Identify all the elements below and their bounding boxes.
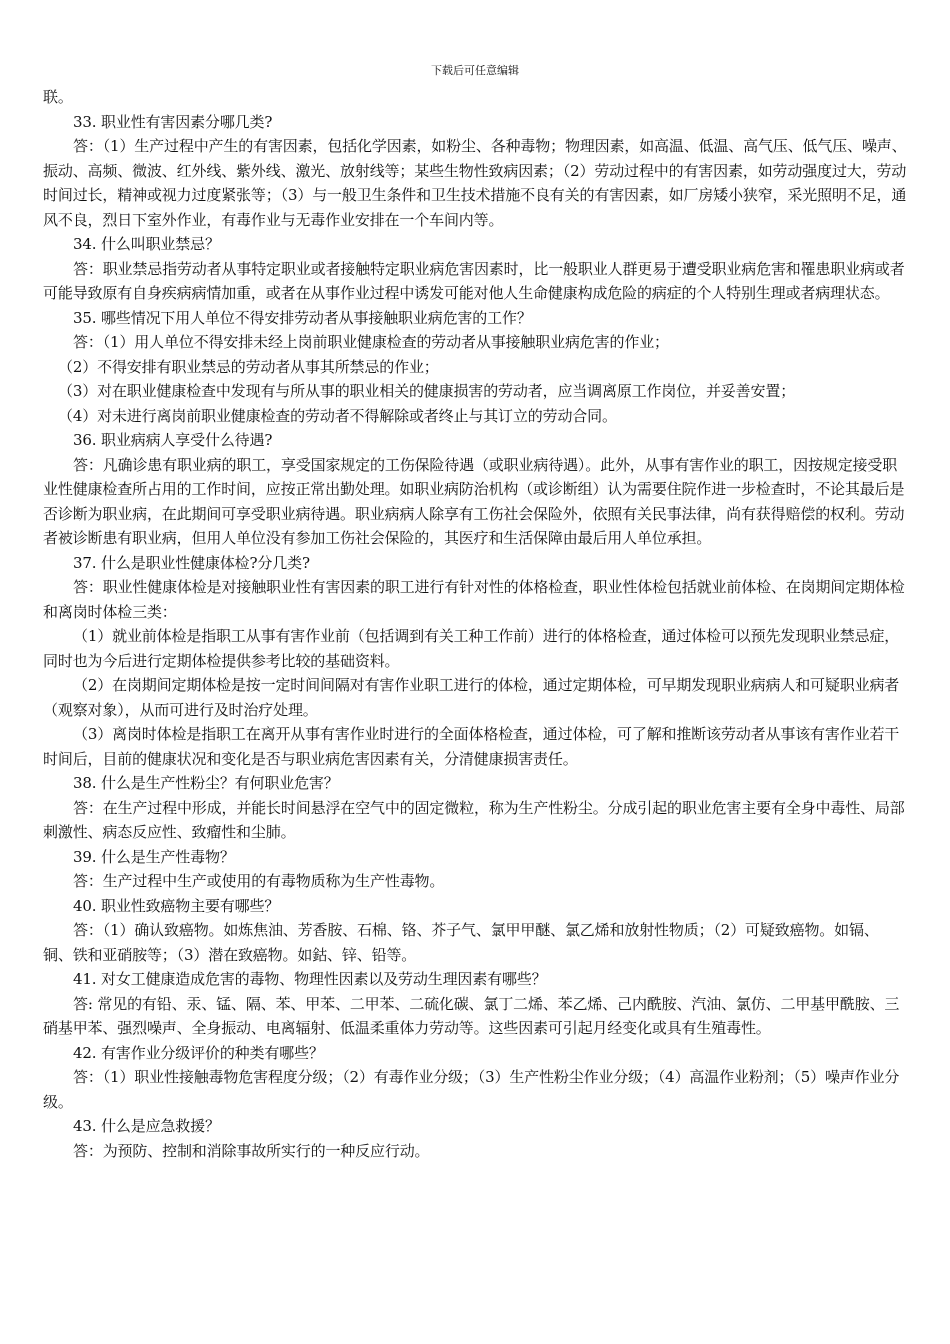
question-heading: 37. 什么是职业性健康体检?分几类? bbox=[73, 553, 310, 572]
question-heading: 33. 职业性有害因素分哪几类? bbox=[73, 112, 273, 131]
answer-paragraph: 答: 常见的有铅、汞、锰、隔、苯、甲苯、二甲苯、二硫化碳、氯丁二烯、苯乙烯、己内酰胺、汽油、氯仿、二甲基甲酰胺、三硝基甲苯、强烈噪声、全身振动、电离辐射、低温柔重体力劳动等。这些因素可引起月经变化或具有生殖毒性。 bbox=[43, 994, 900, 1037]
question-heading: 43. 什么是应急救援？ bbox=[73, 1117, 220, 1135]
paragraph: 联。 bbox=[43, 88, 73, 106]
answer-paragraph: 答：在生产过程中形成，并能长时间悬浮在空气中的固定微粒，称为生产性粉尘。分成引起的职业危害主要有全身中毒性、局部刺激性、病态反应性、致瘤性和尘肺。 bbox=[43, 798, 905, 841]
page-header: 下载后可任意编辑 bbox=[431, 64, 519, 77]
answer-paragraph: 答：生产过程中生产或使用的有毒物质称为生产性毒物。 bbox=[73, 872, 445, 890]
answer-paragraph: 答：为预防、控制和消除事故所实行的一种反应行动。 bbox=[73, 1141, 430, 1160]
answer-list-item: （2）在岗期间定期体检是按一定时间间隔对有害作业职工进行的体检，通过定期体检，可早期发现职业病病人和可疑职业病者（观察对象），从而可进行及时治疗处理。 bbox=[43, 676, 900, 719]
answer-paragraph: 答：职业性健康体检是对接触职业性有害因素的职工进行有针对性的体格检查，职业性体检包括就业前体检、在岗期间定期体检和离岗时体检三类： bbox=[43, 578, 905, 621]
answer-paragraph: 答：职业禁忌指劳动者从事特定职业或者接触特定职业病危害因素时，比一般职业人群更易于遭受职业病危害和罹患职业病或者可能导致原有自身疾病病情加重，或者在从事作业过程中诱发可能对他人生命健康构成危险的病症的个人特别生理或者病理状态。 bbox=[43, 259, 905, 302]
question-heading: 36. 职业病病人享受什么待遇? bbox=[73, 431, 273, 449]
question-heading: 41. 对女工健康造成危害的毒物、物理性因素以及劳动生理因素有哪些？ bbox=[73, 970, 547, 988]
question-heading: 35. 哪些情况下用人单位不得安排劳动者从事接触职业病危害的工作？ bbox=[73, 308, 532, 327]
answer-list-item: （3）对在职业健康检查中发现有与所从事的职业相关的健康损害的劳动者，应当调离原工作岗位，并妥善安置； bbox=[58, 382, 796, 400]
question-heading: 39. 什么是生产性毒物？ bbox=[73, 847, 235, 866]
document-body bbox=[43, 85, 907, 1163]
question-heading: 42. 有害作业分级评价的种类有哪些？ bbox=[73, 1043, 324, 1062]
answer-paragraph: 答：凡确诊患有职业病的职工，享受国家规定的工伤保险待遇（或职业病待遇）。此外，从事有害作业的职工，因按规定接受职业性健康检查所占用的工作时间，应按正常出勤处理。如职业病防治机构（或诊断组）认为需要住院作进一步检查时，不论其最后是否诊断为职业病，在此期间可享受职业病待遇。职业病病人除享有工伤社会保险外，依照有关民事法律，尚有获得赔偿的权利。劳动者被诊断患有职业病，但用人单位没有参加工伤社会保险的，其医疗和生活保障由最后用人单位承担。 bbox=[43, 455, 905, 547]
answer-list-item: （2）不得安排有职业禁忌的劳动者从事其所禁忌的作业； bbox=[58, 357, 439, 376]
answer-paragraph: 答：（1）职业性接触毒物危害程度分级；（2）有毒作业分级；（3）生产性粉尘作业分级；（4）高温作业粉剂；（5）噪声作业分级。 bbox=[43, 1068, 900, 1111]
question-heading: 34. 什么叫职业禁忌？ bbox=[73, 235, 220, 253]
answer-list-item: （3）离岗时体检是指职工在离开从事有害作业时进行的全面体格检查，通过体检，可了解和推断该劳动者从事该有害作业若干时间后，目前的健康状况和变化是否与职业病危害因素有关，分清健康损害责任。 bbox=[43, 725, 900, 768]
answer-paragraph: 答：（1）用人单位不得安排未经上岗前职业健康检查的劳动者从事接触职业病危害的作业； bbox=[73, 333, 669, 351]
question-heading: 40. 职业性致癌物主要有哪些？ bbox=[73, 896, 280, 915]
answer-list-item: （4）对未进行离岗前职业健康检查的劳动者不得解除或者终止与其订立的劳动合同。 bbox=[58, 406, 617, 425]
answer-paragraph: 答：（1）确认致癌物。如炼焦油、芳香胺、石棉、铬、芥子气、氯甲甲醚、氯乙烯和放射性物质；（2）可疑致癌物。如镉、铜、铁和亚硝胺等；（3）潜在致癌物。如鈷、锌、铅等。 bbox=[43, 921, 879, 964]
question-heading: 38. 什么是生产性粉尘？有何职业危害？ bbox=[73, 774, 339, 792]
answer-list-item: （1）就业前体检是指职工从事有害作业前（包括调到有关工种工作前）进行的体格检查，通过体检可以预先发现职业禁忌症，同时也为今后进行定期体检提供参考比较的基础资料。 bbox=[43, 627, 900, 670]
answer-paragraph: 答：（1）生产过程中产生的有害因素，包括化学因素，如粉尘、各种毒物；物理因素，如高温、低温、高气压、低气压、噪声、振动、高频、微波、红外线、紫外线、激光、放射线等；某些生物性致病因素；（2）劳动过程中的有害因素，如劳动强度过大，劳动时间过长，精神或视力过度紧张等；（3）与一般卫生条件和卫生技术措施不良有关的有害因素，如厂房矮小狭窄，采光照明不足，通风不良，烈日下室外作业，有毒作业与无毒作业安排在一个车间内等。 bbox=[43, 137, 907, 229]
